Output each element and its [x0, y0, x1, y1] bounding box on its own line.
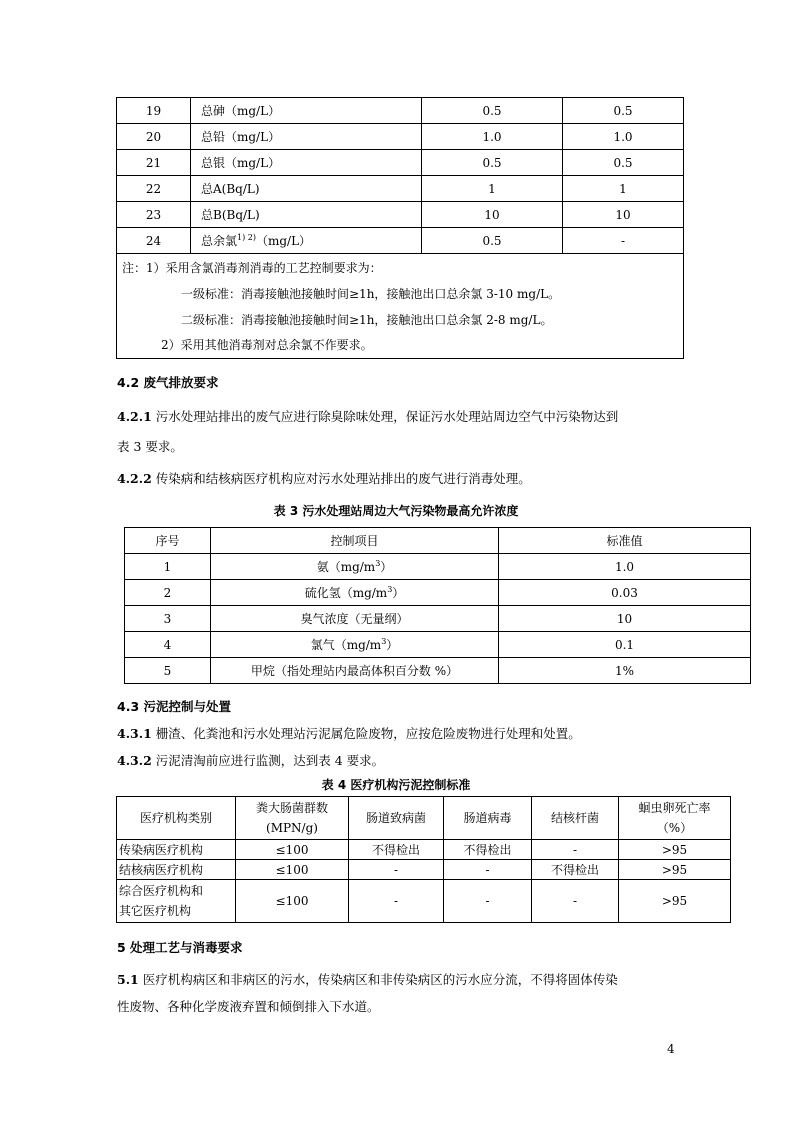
paragraph-4-3-2: [117, 751, 384, 769]
cell-category: [117, 880, 236, 923]
table3-caption: 表 3 污水处理站周边大气污染物最高允许浓度: [273, 504, 519, 518]
item-tail: ）: [380, 559, 393, 574]
cell-item: [211, 580, 499, 606]
header-coliform-line1: 粪大肠菌群数: [255, 801, 328, 815]
section-4-2-heading: 4.2 废气排放要求: [117, 375, 219, 390]
category-line2: 其它医疗机构: [119, 904, 192, 918]
cell-value: 10: [499, 606, 751, 632]
header-egg-line1: 蛔虫卵死亡率: [638, 801, 711, 815]
header-egg-line2: （%）: [656, 821, 693, 835]
table3-header-row: [125, 528, 751, 554]
table4-caption: 表 4 医疗机构污泥控制标准: [321, 778, 471, 792]
cell-item: [191, 98, 422, 124]
category-line1: 综合医疗机构和: [119, 884, 204, 898]
cell-level1: 0.5: [422, 98, 563, 124]
cell-pathogen: -: [349, 880, 444, 923]
paragraph-text: 医疗机构病区和非病区的污水，传染病区和非传染病区的污水应分流，不得将固体传染: [138, 972, 618, 987]
paragraph-text: 污水处理站排出的废气应进行除臭除味处理，保证污水处理站周边空气中污染物达到: [151, 409, 619, 424]
cell-tb: -: [532, 880, 619, 923]
header-egg: [619, 797, 731, 840]
table3-row: [125, 554, 751, 580]
table2-row: [117, 202, 684, 228]
cell-no: 23: [117, 202, 191, 228]
category-line1: 结核病医疗机构: [119, 862, 204, 877]
cell-virus: -: [444, 880, 532, 923]
table2-row: [117, 176, 684, 202]
item-text: 甲烷（指处理站内最高体积百分数 %）: [250, 663, 459, 678]
cell-level1: 0.5: [422, 228, 563, 254]
cell-coliform: ≤100: [236, 840, 349, 860]
cell-no: 22: [117, 176, 191, 202]
cell-item: [191, 124, 422, 150]
paragraph-number: 4.2.2: [117, 471, 152, 486]
section-4-3-heading: 4.3 污泥控制与处置: [117, 699, 231, 714]
cell-level1: 0.5: [422, 150, 563, 176]
note-3: 二级标准：消毒接触池接触时间≥1h，接触池出口总余氯 2-8 mg/L。: [181, 313, 553, 327]
table2-row: [117, 228, 684, 254]
paragraph-number: 4.2.1: [117, 409, 152, 424]
table4-header-row: [117, 797, 731, 840]
cell-level1: 10: [422, 202, 563, 228]
item-text: 硫化氢（mg/m: [304, 585, 388, 600]
cell-item: [211, 658, 499, 684]
cell-item: [211, 632, 499, 658]
cell-level2: -: [563, 228, 684, 254]
paragraph-text: 污泥清淘前应进行监测，达到表 4 要求。: [151, 753, 385, 768]
paragraph-number: 5.1: [117, 972, 139, 987]
table4: [116, 796, 731, 923]
cell-tb: -: [532, 840, 619, 860]
note-2: 一级标准：消毒接触池接触时间≥1h，接触池出口总余氯 3-10 mg/L。: [181, 287, 561, 301]
table2-row: [117, 98, 684, 124]
paragraph-5-1-line2: 性废物、各种化学废液弃置和倾倒排入下水道。: [117, 999, 380, 1014]
cell-no: 20: [117, 124, 191, 150]
note-1: 注：1）采用含氯消毒剂消毒的工艺控制要求为：: [122, 261, 382, 275]
item-text: 总B(Bq/L): [201, 207, 260, 222]
cell-level2: 1: [563, 176, 684, 202]
cell-item: [191, 176, 422, 202]
table3-row: [125, 658, 751, 684]
cell-level2: 0.5: [563, 98, 684, 124]
cell-virus: 不得检出: [444, 840, 532, 860]
item-unit: （mg/L）: [255, 233, 312, 248]
item-text: 总余氯: [201, 233, 238, 248]
table3: [124, 527, 751, 684]
table4-row: [117, 840, 731, 860]
cell-no: 21: [117, 150, 191, 176]
cell-coliform: ≤100: [236, 880, 349, 923]
header-coliform: [236, 797, 349, 840]
cell-value: 0.1: [499, 632, 751, 658]
cell-item: [211, 554, 499, 580]
header-value: 标准值: [499, 528, 751, 554]
header-item: 控制项目: [211, 528, 499, 554]
cell-item: [191, 150, 422, 176]
paragraph-4-2-1-line1: [117, 407, 618, 425]
cell-tb: 不得检出: [532, 860, 619, 880]
table3-row: [125, 606, 751, 632]
item-footnote-ref: 1) 2): [237, 232, 256, 242]
cell-level1: 1: [422, 176, 563, 202]
item-text: 总铅（mg/L）: [201, 129, 281, 144]
paragraph-4-2-2: [117, 469, 531, 487]
cell-no: 4: [125, 632, 211, 658]
table2-notes-row: [117, 254, 684, 359]
cell-level2: 10: [563, 202, 684, 228]
header-no: 序号: [125, 528, 211, 554]
item-text: 总砷（mg/L）: [201, 103, 281, 118]
table2-continuation: [116, 97, 684, 359]
header-category: 医疗机构类别: [117, 797, 236, 840]
cell-item: [191, 202, 422, 228]
note-4: 2）采用其他消毒剂对总余氯不作要求。: [161, 338, 373, 352]
header-tb: 结核杆菌: [532, 797, 619, 840]
item-text: 总A(Bq/L): [201, 181, 260, 196]
header-pathogen: 肠道致病菌: [349, 797, 444, 840]
item-text: 氯气（mg/m: [310, 637, 382, 652]
table3-row: [125, 632, 751, 658]
cell-level1: 1.0: [422, 124, 563, 150]
cell-no: 24: [117, 228, 191, 254]
cell-value: 1.0: [499, 554, 751, 580]
item-superscript: 3: [381, 636, 387, 646]
table4-row: [117, 880, 731, 923]
cell-egg: >95: [619, 860, 731, 880]
item-text: 总银（mg/L）: [201, 155, 281, 170]
paragraph-5-1-line1: [117, 970, 618, 988]
paragraph-text: 传染病和结核病医疗机构应对污水处理站排出的废气进行消毒处理。: [151, 471, 531, 486]
cell-level2: 0.5: [563, 150, 684, 176]
category-line1: 传染病医疗机构: [119, 842, 204, 857]
item-tail: ）: [392, 585, 405, 600]
cell-egg: >95: [619, 840, 731, 860]
paragraph-text: 栅渣、化粪池和污水处理站污泥属危险废物，应按危险废物进行处理和处置。: [151, 726, 581, 741]
cell-no: 3: [125, 606, 211, 632]
cell-pathogen: 不得检出: [349, 840, 444, 860]
table4-row: [117, 860, 731, 880]
header-coliform-line2: (MPN/g): [266, 821, 318, 835]
cell-value: 1%: [499, 658, 751, 684]
cell-pathogen: -: [349, 860, 444, 880]
cell-no: 1: [125, 554, 211, 580]
cell-value: 0.03: [499, 580, 751, 606]
item-text: 氨（mg/m: [316, 559, 376, 574]
cell-coliform: ≤100: [236, 860, 349, 880]
table3-row: [125, 580, 751, 606]
section-5-heading: 5 处理工艺与消毒要求: [117, 940, 243, 955]
page-number: 4: [667, 1042, 675, 1056]
cell-egg: >95: [619, 880, 731, 923]
cell-item: [191, 228, 422, 254]
cell-no: 19: [117, 98, 191, 124]
header-virus: 肠道病毒: [444, 797, 532, 840]
cell-virus: -: [444, 860, 532, 880]
item-text: 臭气浓度（无量纲）: [300, 611, 409, 626]
paragraph-4-3-1: [117, 724, 581, 742]
paragraph-number: 4.3.2: [117, 753, 152, 768]
cell-level2: 1.0: [563, 124, 684, 150]
cell-no: 5: [125, 658, 211, 684]
cell-category: [117, 840, 236, 860]
cell-no: 2: [125, 580, 211, 606]
paragraph-4-2-1-line2: 表 3 要求。: [117, 439, 183, 454]
item-tail: ）: [386, 637, 399, 652]
cell-category: [117, 860, 236, 880]
paragraph-number: 4.3.1: [117, 726, 152, 741]
table2-row: [117, 150, 684, 176]
item-superscript: 3: [387, 584, 393, 594]
cell-item: [211, 606, 499, 632]
table2-row: [117, 124, 684, 150]
item-superscript: 3: [375, 558, 381, 568]
